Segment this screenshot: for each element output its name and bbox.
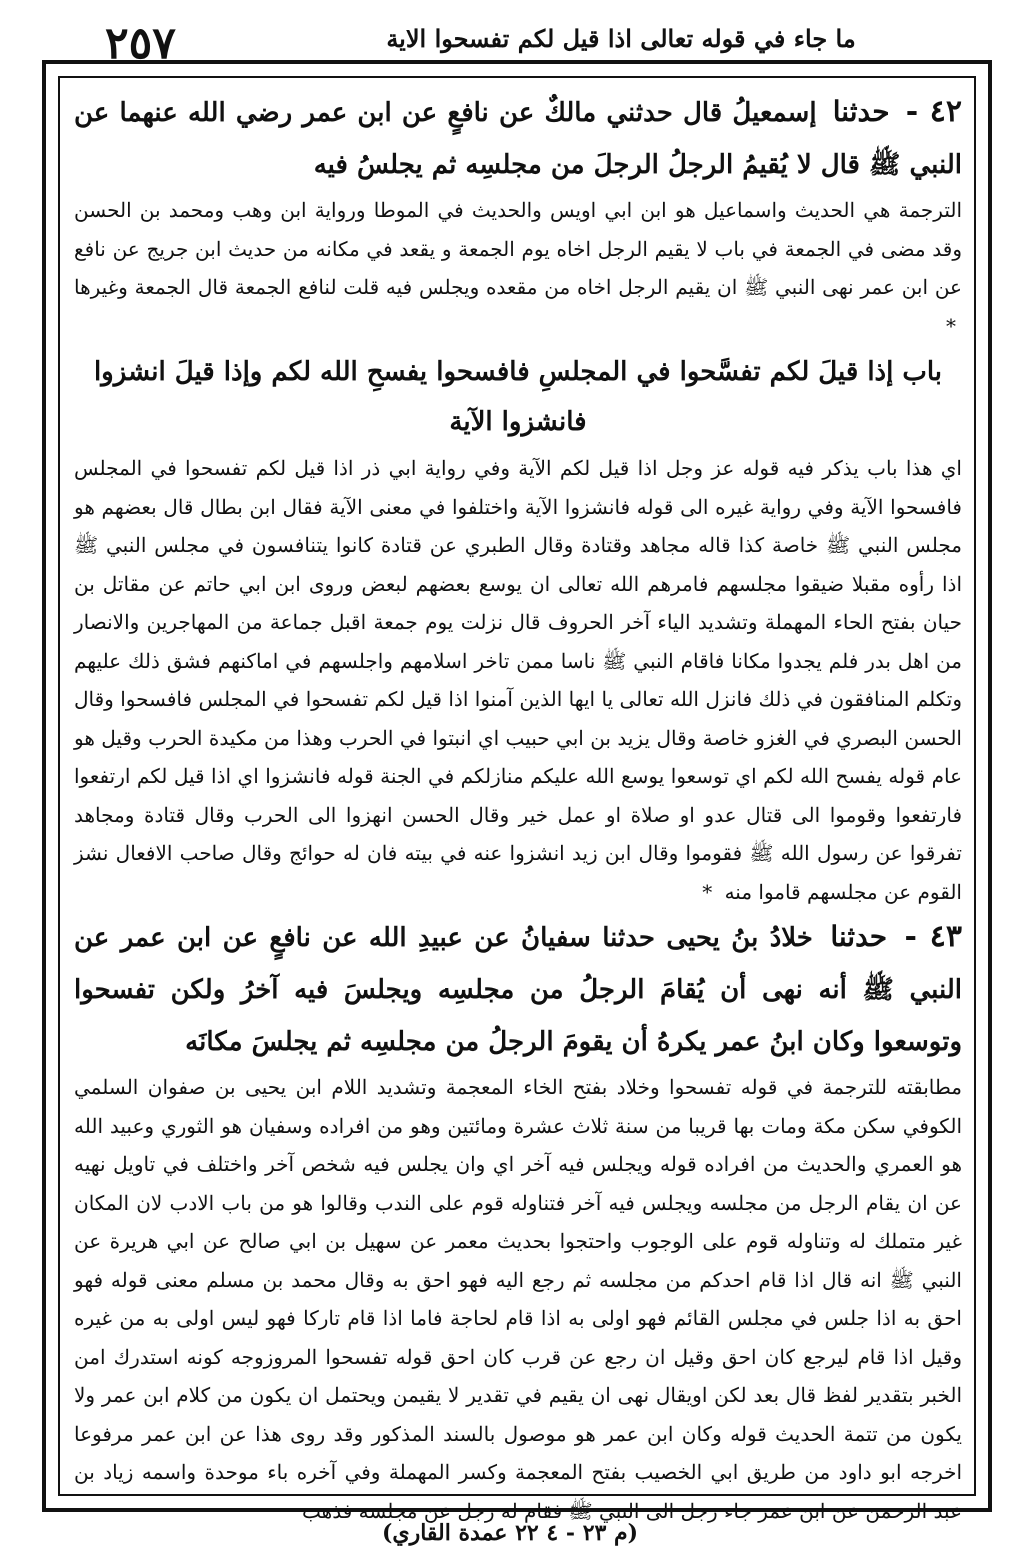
hadith-number: ٤٢ - (905, 94, 962, 129)
chapter-title: باب إذا قيلَ لكم تفسَّحوا في المجلسِ فافسحوا يفسحِ الله لكم وإذا قيلَ انشزوا فانشزوا الآية (93, 357, 943, 437)
end-mark: * (946, 313, 956, 338)
footer-signature: (م ٢٣ - ٤ ٢٢ عمدة القاري) (381, 1520, 639, 1546)
hadith-number: ٤٣ - (904, 919, 963, 954)
hadith-lead: حدثنا (832, 95, 890, 128)
commentary-paragraph (74, 191, 962, 345)
running-header: ما جاء في قوله تعالى اذا قيل لكم تفسحوا الاية (386, 24, 856, 53)
hadith-42 (74, 86, 962, 191)
page-body (74, 86, 963, 1523)
commentary-text: الترجمة هي الحديث واسماعيل هو ابن ابي اويس والحديث في الموطا ورواية ابن وهب ومحمد بن الحسن وقد مضى في الجمعة في باب لا يقيم الرجل اخاه يوم الجمعة و يقعد في مكانه من حديث ابن جريج عن نافع عن ابن عمر نهى النبي ﷺ ان يقيم الرجل اخاه من مقعده ويجلس فيه قلت لنافع الجمعة قال الجمعة وغيرها (74, 198, 962, 299)
commentary-text: اي هذا باب يذكر فيه قوله عز وجل اذا قيل لكم الآية وفي رواية ابي ذر اذا قيل لكم تفسحوا في المجلس فافسحوا الآية وفي رواية غيره الى قوله فانشزوا الآية واختلفوا في معنى الآية فقال ابن بطال قال بعضهم هو مجلس النبي ﷺ خاصة كذا قاله مجاهد وقتادة وقال الطبري عن قتادة كانوا يتنافسون في مجلس النبي ﷺ اذا رأوه مقبلا ضيقوا مجلسهم فامرهم الله تعالى ان يوسع بعضهم لبعض وروى ابن ابي حاتم عن مقاتل بن حيان بفتح الحاء المهملة وتشديد الياء آخر الحروف قال نزلت يوم جمعة اقبل جماعة من المهاجرين والانصار من اهل بدر فلم يجدوا مكانا فاقام النبي ﷺ ناسا ممن تاخر اسلامهم واجلسهم في اماكنهم فشق ذلك عليهم وتكلم المنافقون في ذلك فانزل الله تعالى يا ايها الذين آمنوا اذا قيل لكم تفسحوا في المجلس فافسحوا وقال الحسن البصري في الغزو خاصة وقال يزيد بن ابي حبيب اي انبتوا في الحرب وهذا من مكيدة الحرب وقيل هو عام قوله يفسح الله لكم اي توسعوا يوسع الله عليكم منازلكم في الجنة قوله فانشزوا اي اذا قيل لكم ارتفعوا فارتفعوا وقوموا الى قتال عدو او صلاة او عمل خير وقال الحسن انهزوا الى الحرب وقال قتادة ومجاهد تفرقوا عن رسول الله ﷺ فقوموا وقال ابن زيد انشزوا عنه في بيته فان له حوائج وقال صاحب الافعال نشز القوم عن مجلسهم قاموا منه (74, 456, 962, 904)
commentary-paragraph (74, 1068, 962, 1530)
hadith-text: إسمعيلُ قال حدثني مالكٌ عن نافعٍ عن ابن عمر رضي الله عنهما عن النبي ﷺ قال لا يُقيمُ الرجلُ الرجلَ من مجلسِه ثم يجلسُ فيه (74, 98, 962, 180)
commentary-text: مطابقته للترجمة في قوله تفسحوا وخلاد بفتح الخاء المعجمة وتشديد اللام ابن يحيى بن صفوان السلمي الكوفي سكن مكة ومات بها قريبا من سنة ثلاث عشرة ومائتين وهو من افراده وسفيان هو الثوري وعبيد الله هو العمري والحديث من افراده قوله ويجلس فيه آخر اي وان يجلس فيه شخص آخر واختلف في تاويل نهيه عن ان يقام الرجل من مجلسه ويجلس فيه آخر فتناوله قوم على الندب وقالوا هو من باب الادب لان المكان غير متملك له وتناوله قوم على الوجوب واحتجوا بحديث معمر عن سهيل بن ابي صالح عن ابي هريرة عن النبي ﷺ انه قال اذا قام احدكم من مجلسه ثم رجع اليه فهو احق به وقال محمد بن مسلم معنى قوله فهو احق به اذا جلس في مجلس القائم فهو اولى به اذا قام لحاجة فاما اذا قام تاركا فهو ليس اولى به من غيره وقيل اذا قام ليرجع كان احق وقيل ان رجع عن قرب كان احق قوله تفسحوا المروزوجه كونه استدرك امن الخبر بتقدير لفظ قال بعد لكن اويقال نهى ان يقيم في تقدير لا يقيمن ويحتمل ان يكون من كلام ابن عمر ولا يكون من تتمة الحديث قوله وكان ابن عمر هو موصول بالسند المذكور وقد روى هذا عن ابن عمر مرفوعا اخرجه ابو داود من طريق ابي الخصيب بفتح المعجمة وكسر المهملة وفي آخره باء موحدة واسمه زياد بن عبد الرحمن عن ابن عمر جاء رجل الى النبي ﷺ فقام له رجل عن مجلسه فذهب (74, 1075, 963, 1523)
chapter-commentary (74, 449, 962, 911)
hadith-lead: حدثنا (830, 920, 888, 953)
end-mark: * (702, 879, 713, 904)
page-number: ٢٥٧ (105, 18, 176, 69)
hadith-43 (74, 911, 962, 1068)
hadith-text: خلادُ بنُ يحيى حدثنا سفيانُ عن عبيدِ الله عن نافعٍ عن ابن عمر عن النبي ﷺ أنه نهى أن يُقامَ الرجلُ من مجلسِه ويجلسَ فيه آخرُ ولكن تفسحوا وتوسعوا وكان ابنُ عمر يكرهُ أن يقومَ الرجلُ من مجلسِه ثم يجلسَ مكانَه (74, 923, 962, 1057)
